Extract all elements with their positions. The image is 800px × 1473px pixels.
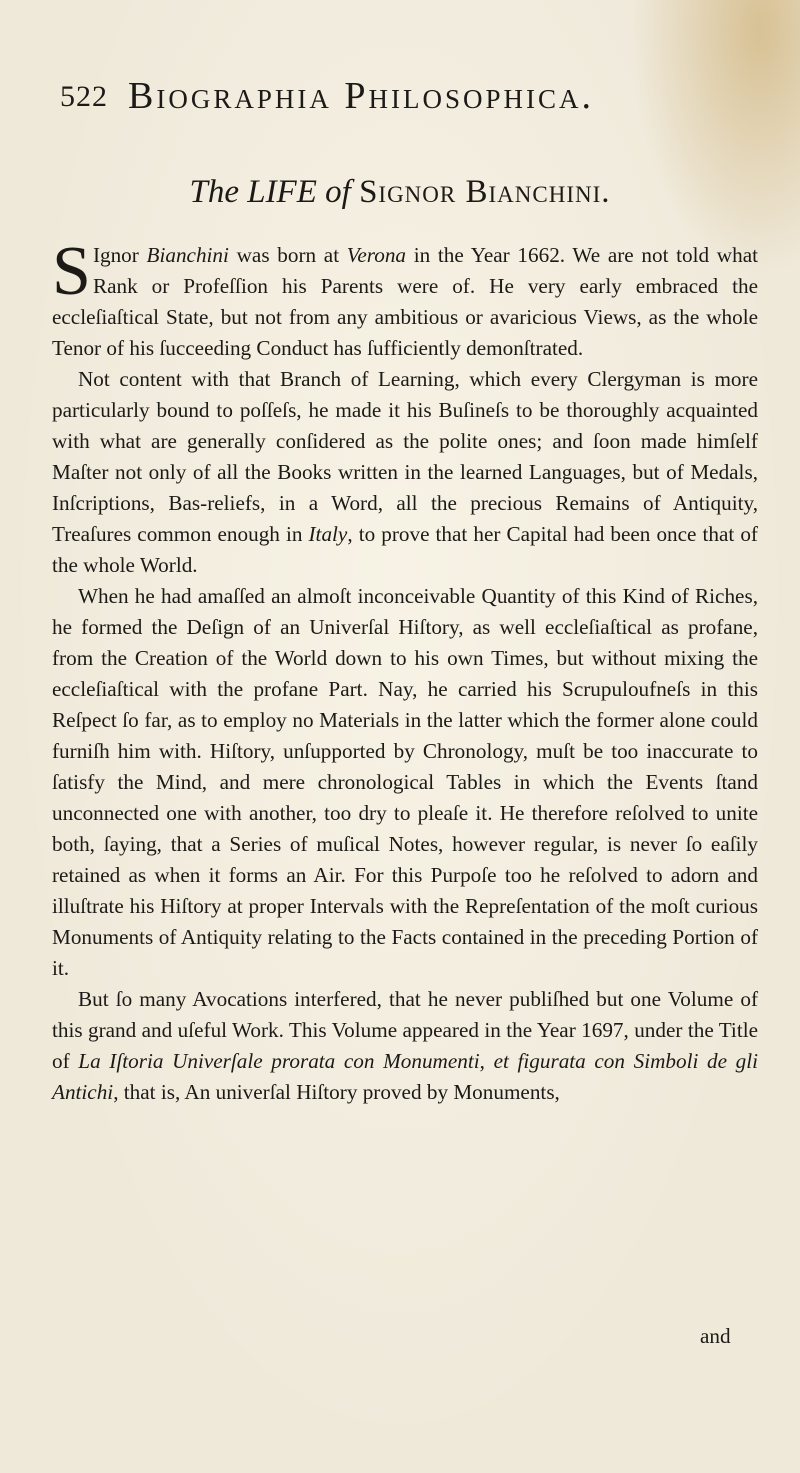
italic-text: La Iſtoria Univerſale prorata con Monumenti	[78, 1049, 480, 1073]
italic-text: et figurata con Simboli de gli Antichi	[52, 1049, 758, 1104]
italic-text: Italy	[308, 522, 348, 546]
text-run: , that is, An univerſal Hiſtory proved by Monuments,	[113, 1080, 560, 1104]
text-run: ,	[479, 1049, 494, 1073]
paragraph-4	[52, 984, 758, 1108]
text-run: But ſo many Avocations interfered, that he never publiſhed but one Volume of this grand and uſeful Work. This Volume appeared in the Year 1697, under the Title of	[52, 987, 758, 1073]
body-text	[52, 233, 758, 1108]
paragraph-1-text	[52, 243, 758, 360]
chapter-title-life: The LIFE	[189, 174, 317, 210]
catchword: and	[700, 1324, 731, 1348]
drop-cap: S	[52, 233, 91, 310]
paragraph-3	[52, 581, 758, 984]
text-run: , to prove that her Capital had been once that of the whole World.	[52, 522, 758, 577]
text-run: When he had amaſſed an almoſt inconceivable Quantity of this Kind of Riches, he formed the Deſign of an Univerſal Hiſtory, as well eccleſiaſtical as profane, from the Creation of the World down to his own Times, but without mixing the eccleſiaſtical with the profane Part. Nay, he carried his Scrupuloufneſs in this Reſpect ſo far, as to employ no Materials in the latter which the former alone could furniſh him with. Hiſtory, unſupported by Chronology, muſt be too inaccurate to ſatisfy the Mind, and mere chronological Tables in which the Events ſtand unconnected one with another, too dry to pleaſe it. He therefore reſolved to unite both, ſaying, that a Series of muſical Notes, however regular, is never ſo eaſily retained as when it forms an Air. For this Purpoſe too he reſolved to adorn and illuſtrate his Hiſtory at proper Intervals with the Repreſentation of the moſt curious Monuments of Antiquity relating to the Facts contained in the preceding Portion of it.	[52, 584, 758, 980]
paragraph-2	[52, 364, 758, 581]
paragraph-3-text	[52, 584, 758, 980]
text-run: Ignor	[92, 243, 147, 267]
page-number: 522	[60, 80, 108, 113]
running-head	[60, 74, 760, 124]
chapter-title-name: Signor Bianchini.	[359, 174, 611, 210]
text-run: Not content with that Branch of Learning, which every Clergyman is more particularly bound to poſſeſs, he made it his Buſineſs to be thoroughly acquainted with what are generally conſidered as the polite ones; and ſoon made himſelf Maſter not only of all the Books written in the learned Languages, but of Medals, Inſcriptions, Bas-reliefs, in a Word, all the precious Remains of Antiquity, Treaſures common enough in	[52, 367, 758, 546]
italic-text: Bianchini	[146, 243, 229, 267]
paragraph-1	[52, 233, 758, 364]
chapter-title-of: of	[325, 174, 351, 210]
text-run: was born at	[228, 243, 347, 267]
text-run: in the Year 1662. We are not told what Rank or Profeſſion his Parents were of. He very early embraced the eccleſiaſtical State, but not from any ambitious or avaricious Views, as the whole Tenor of his ſucceeding Conduct has ſufficiently demonſtrated.	[52, 243, 758, 360]
running-title: Biographia Philosophica.	[128, 75, 594, 117]
paragraph-2-text	[52, 367, 758, 577]
chapter-title	[0, 174, 800, 211]
italic-text: Verona	[346, 243, 407, 267]
paragraph-4-text	[52, 987, 758, 1104]
